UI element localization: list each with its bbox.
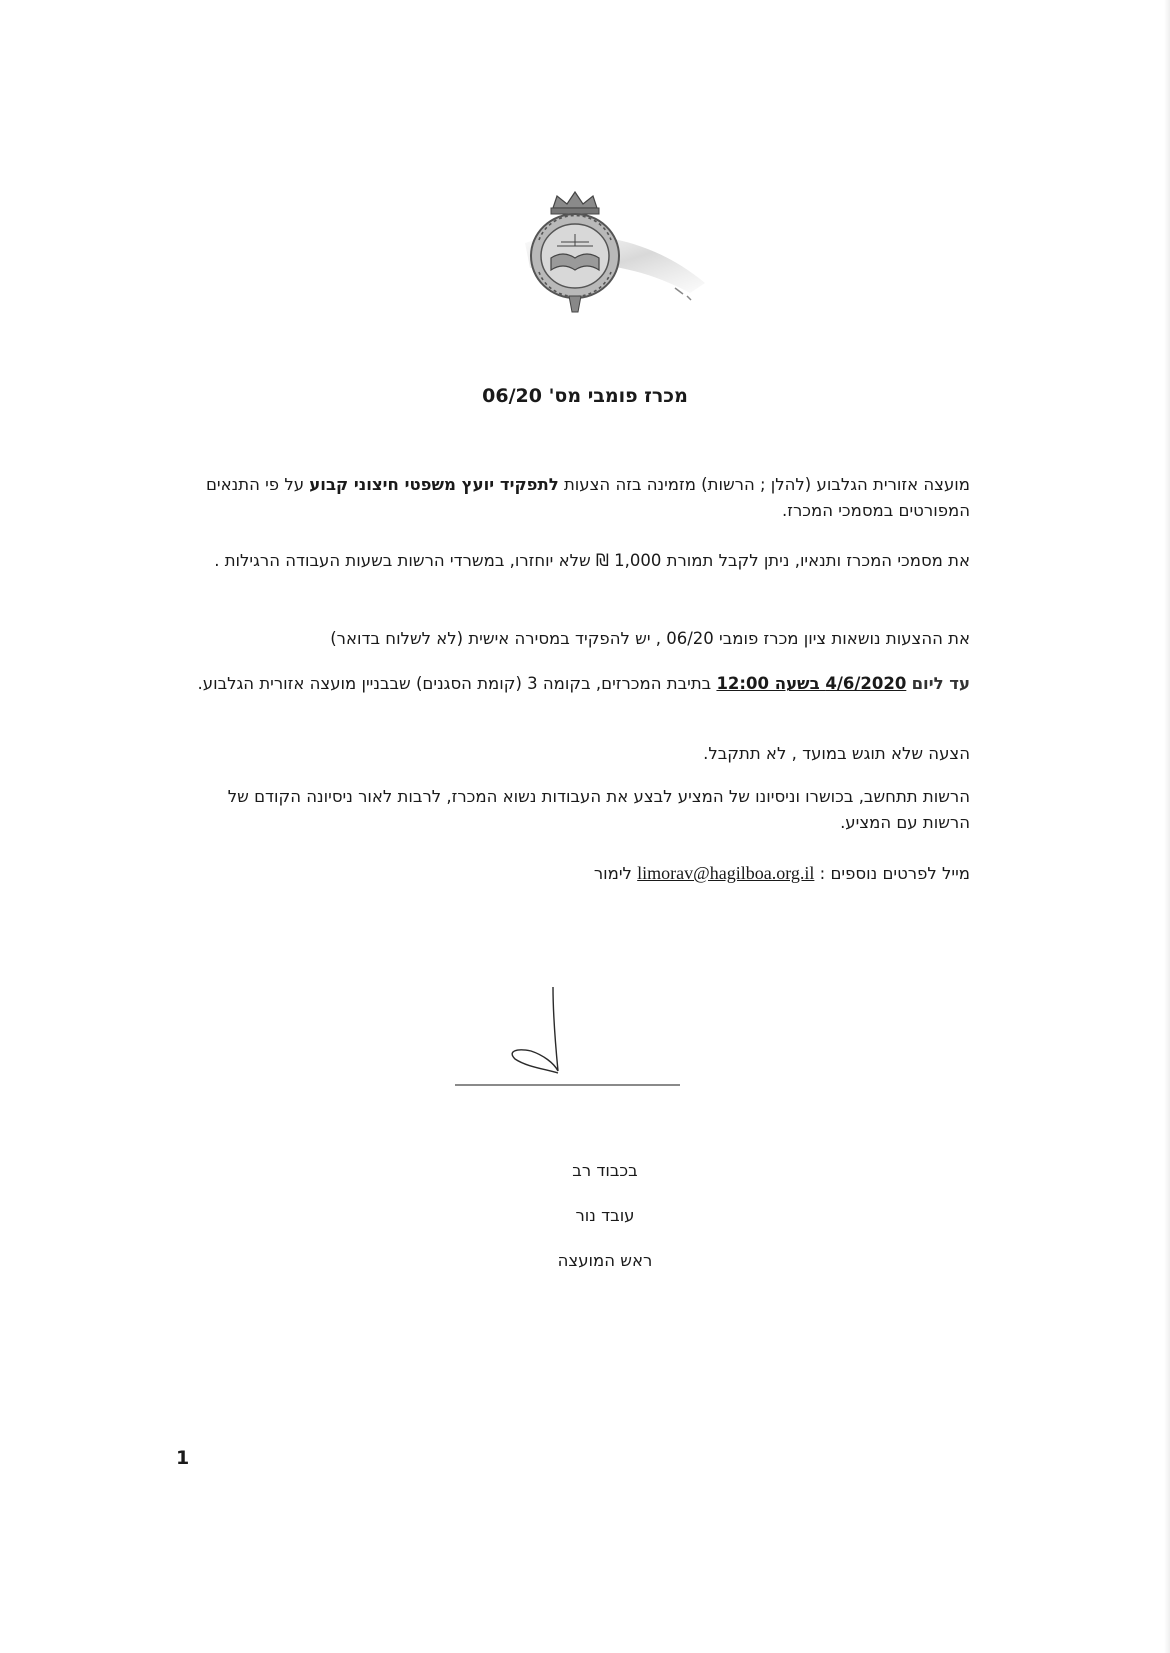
handwritten-signature [455,985,695,1095]
scan-edge [1164,0,1170,1653]
deadline-lead: עד ליום [911,674,970,693]
contact-email-link[interactable]: limorav@hagilboa.org.il [637,863,815,883]
closing-signatory-name [0,1206,1170,1225]
page-number: 1 [176,1447,190,1469]
position-title: לתפקיד יועץ משפטי חיצוני קבוע [309,475,559,494]
paragraph-deadline-after: בתיבת המכרזים, בקומה 3 (קומת הסגנים) שבבניין מועצה אזורית הגלבוע. [197,674,717,693]
council-seal-emblem [505,188,735,328]
paragraph-invitation [180,472,970,524]
paragraph-experience: הרשות תתחשב, בכושרו וניסיונו של המציע לבצע את העבודות נשוא המכרז, לרבות לאור ניסיונה הקודם של הרשות עם המציע. [227,787,970,832]
closing-regards-text: בכבוד רב [572,1161,638,1180]
closing-regards [0,1161,1170,1180]
contact-name: לימור [593,864,632,883]
paragraph-documents: את מסמכי המכרז ותנאיו, ניתן לקבל תמורת 1,000 ₪ שלא יוחזרו, במשרדי הרשות בשעות העבודה הרגילות . [214,551,970,570]
signatory-name-text: עובד נור [575,1206,635,1225]
paragraph-invitation-before: מועצה אזורית הגלבוע (להלן ; הרשות) מזמינה בזה הצעות [558,475,970,494]
closing-signatory-role [0,1251,1170,1270]
signatory-role-text: ראש המועצה [557,1251,653,1270]
paragraph-deadline [180,671,970,697]
paragraph-invitation-after: על פי התנאים המפורטים במסמכי המכרז. [205,475,970,520]
paragraph-late-submission: הצעה שלא תוגש במועד , לא תתקבל. [703,744,970,763]
deadline-date-time: 4/6/2020 בשעה 12:00 [716,674,907,693]
contact-label: מייל לפרטים נוספים : [819,864,970,883]
paragraph-submission: את ההצעות נושאות ציון מכרז פומבי 06/20 , יש להפקיד במסירה אישית (לא לשלוח בדואר) [330,629,970,648]
paragraph-contact [180,860,970,887]
tender-title: מכרז פומבי מס' 06/20 [482,385,688,407]
